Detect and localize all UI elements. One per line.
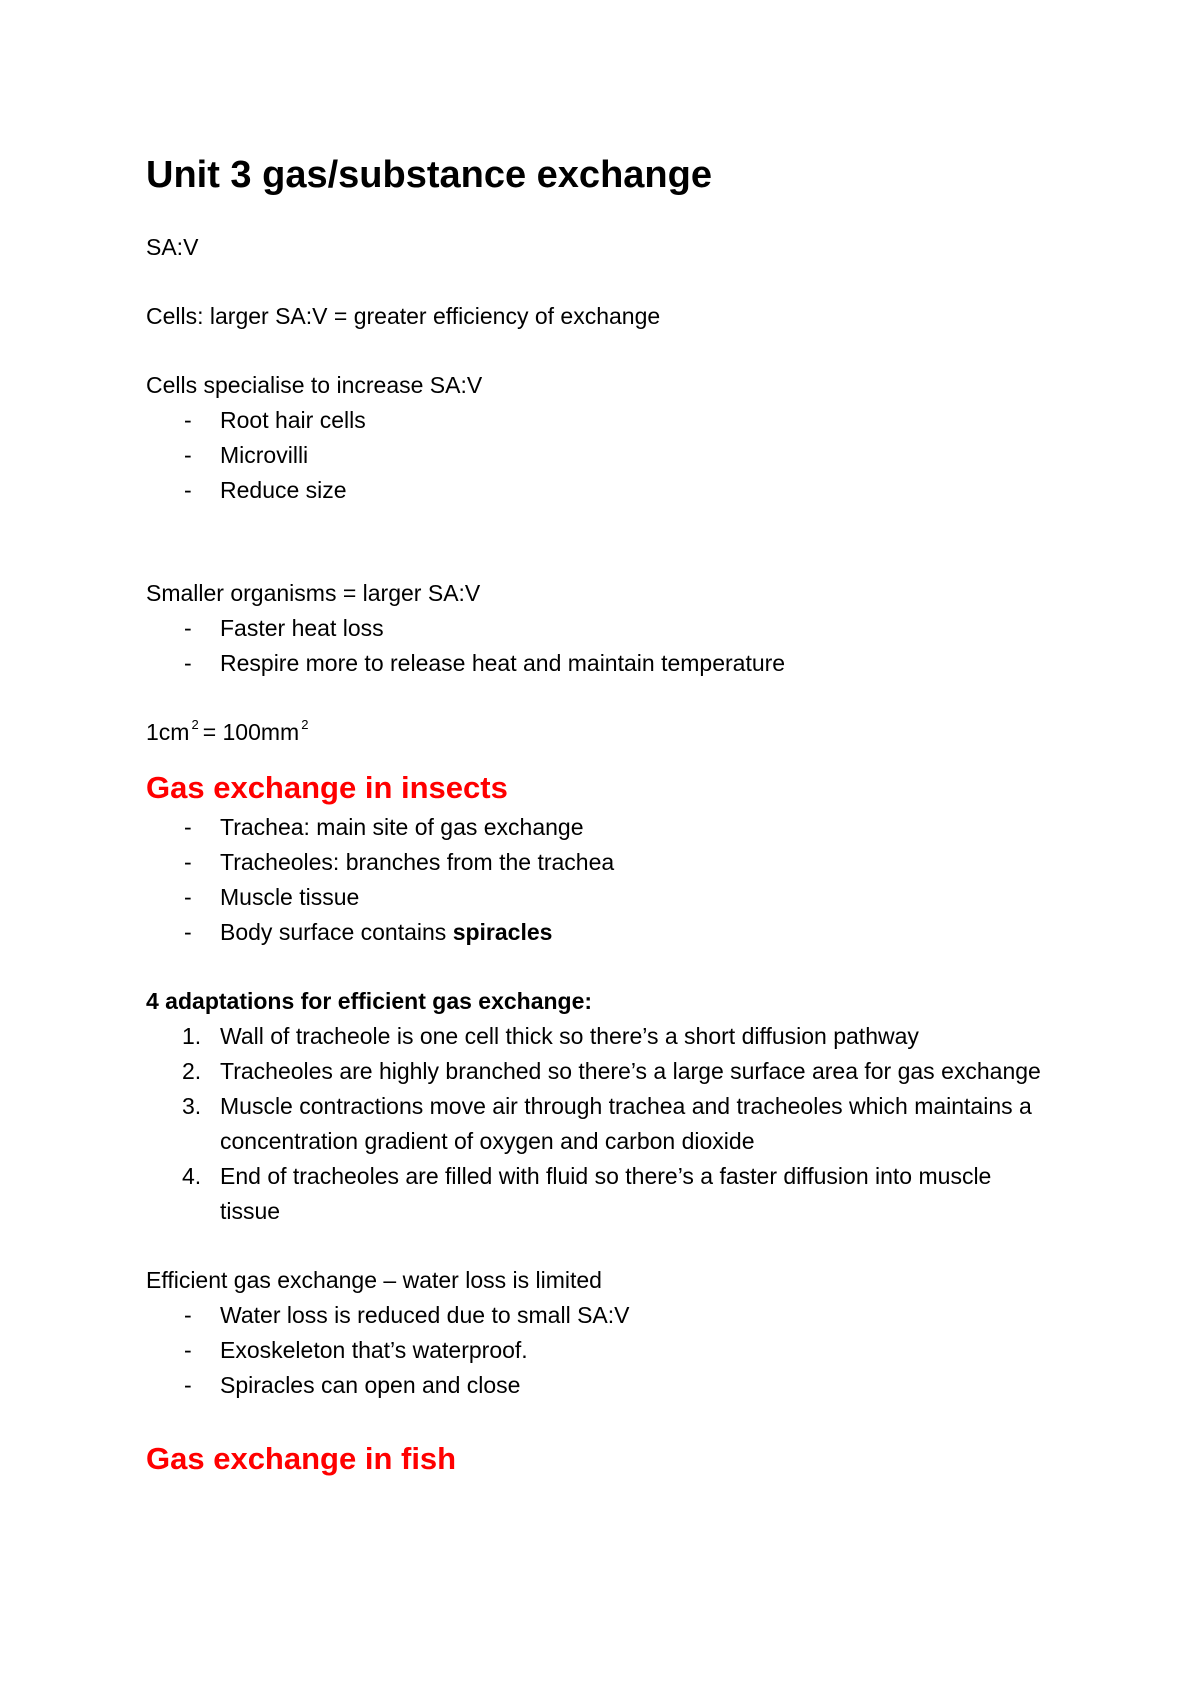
list-item: - Trachea: main site of gas exchange [146, 810, 1046, 845]
smaller-organisms-list [146, 611, 1046, 681]
bullet-marker: - [184, 650, 192, 676]
list-item: - Exoskeleton that’s waterproof. [146, 1333, 1046, 1368]
bullet-marker: - [184, 442, 192, 468]
list-item: - Body surface contains spiracles [146, 915, 1046, 950]
list-item: - Faster heat loss [146, 611, 1046, 646]
bullet-marker: - [184, 477, 192, 503]
specialise-list [146, 403, 1046, 508]
list-item: - Root hair cells [146, 403, 1046, 438]
bullet-marker: - [184, 884, 192, 910]
number-marker: 1. [182, 1023, 202, 1049]
specialise-heading: Cells specialise to increase SA:V [146, 372, 483, 398]
fish-heading: Gas exchange in fish [146, 1441, 457, 1476]
list-item: - Tracheoles: branches from the trachea [146, 845, 1046, 880]
bullet-marker: - [184, 814, 192, 840]
bullet-marker: - [184, 1337, 192, 1363]
number-marker: 4. [182, 1163, 202, 1189]
cells-efficiency-line: Cells: larger SA:V = greater efficiency of exchange [146, 303, 661, 329]
number-marker: 3. [182, 1093, 202, 1119]
unit-conversion: 1cm $^2$ = 100mm $^2$ [146, 717, 309, 745]
document-content [146, 150, 1046, 1481]
list-item: - Reduce size [146, 473, 1046, 508]
bullet-marker: - [184, 1372, 192, 1398]
bullet-marker: - [184, 407, 192, 433]
list-item: - Spiracles can open and close [146, 1368, 1046, 1403]
list-item: 3. Muscle contractions move air through trachea and tracheoles which maintains a concentration gradient of oxygen and carbon dioxide [146, 1089, 1046, 1159]
adaptations-list [146, 1019, 1046, 1229]
list-item: 2. Tracheoles are highly branched so there’s a large surface area for gas exchange [146, 1054, 1046, 1089]
adaptations-heading: 4 adaptations for efficient gas exchange: [146, 988, 593, 1014]
list-item: - Respire more to release heat and maintain temperature [146, 646, 1046, 681]
list-item: 4. End of tracheoles are filled with fluid so there’s a faster diffusion into muscle tissue [146, 1159, 1046, 1229]
bullet-marker: - [184, 919, 192, 945]
spiracles-term: spiracles [452, 919, 553, 945]
list-item: 1. Wall of tracheole is one cell thick so there’s a short diffusion pathway [146, 1019, 1046, 1054]
list-item: - Water loss is reduced due to small SA:V [146, 1298, 1046, 1333]
list-item: - Muscle tissue [146, 880, 1046, 915]
insects-heading: Gas exchange in insects [146, 770, 508, 805]
insects-list [146, 810, 1046, 950]
number-marker: 2. [182, 1058, 202, 1084]
smaller-organisms-heading: Smaller organisms = larger SA:V [146, 580, 481, 606]
page-title: Unit 3 gas/substance exchange [146, 154, 712, 196]
list-item: - Microvilli [146, 438, 1046, 473]
sav-label: SA:V [146, 234, 199, 260]
bullet-marker: - [184, 1302, 192, 1328]
water-loss-list [146, 1298, 1046, 1403]
bullet-marker: - [184, 615, 192, 641]
bullet-marker: - [184, 849, 192, 875]
water-loss-heading: Efficient gas exchange – water loss is limited [146, 1267, 602, 1293]
